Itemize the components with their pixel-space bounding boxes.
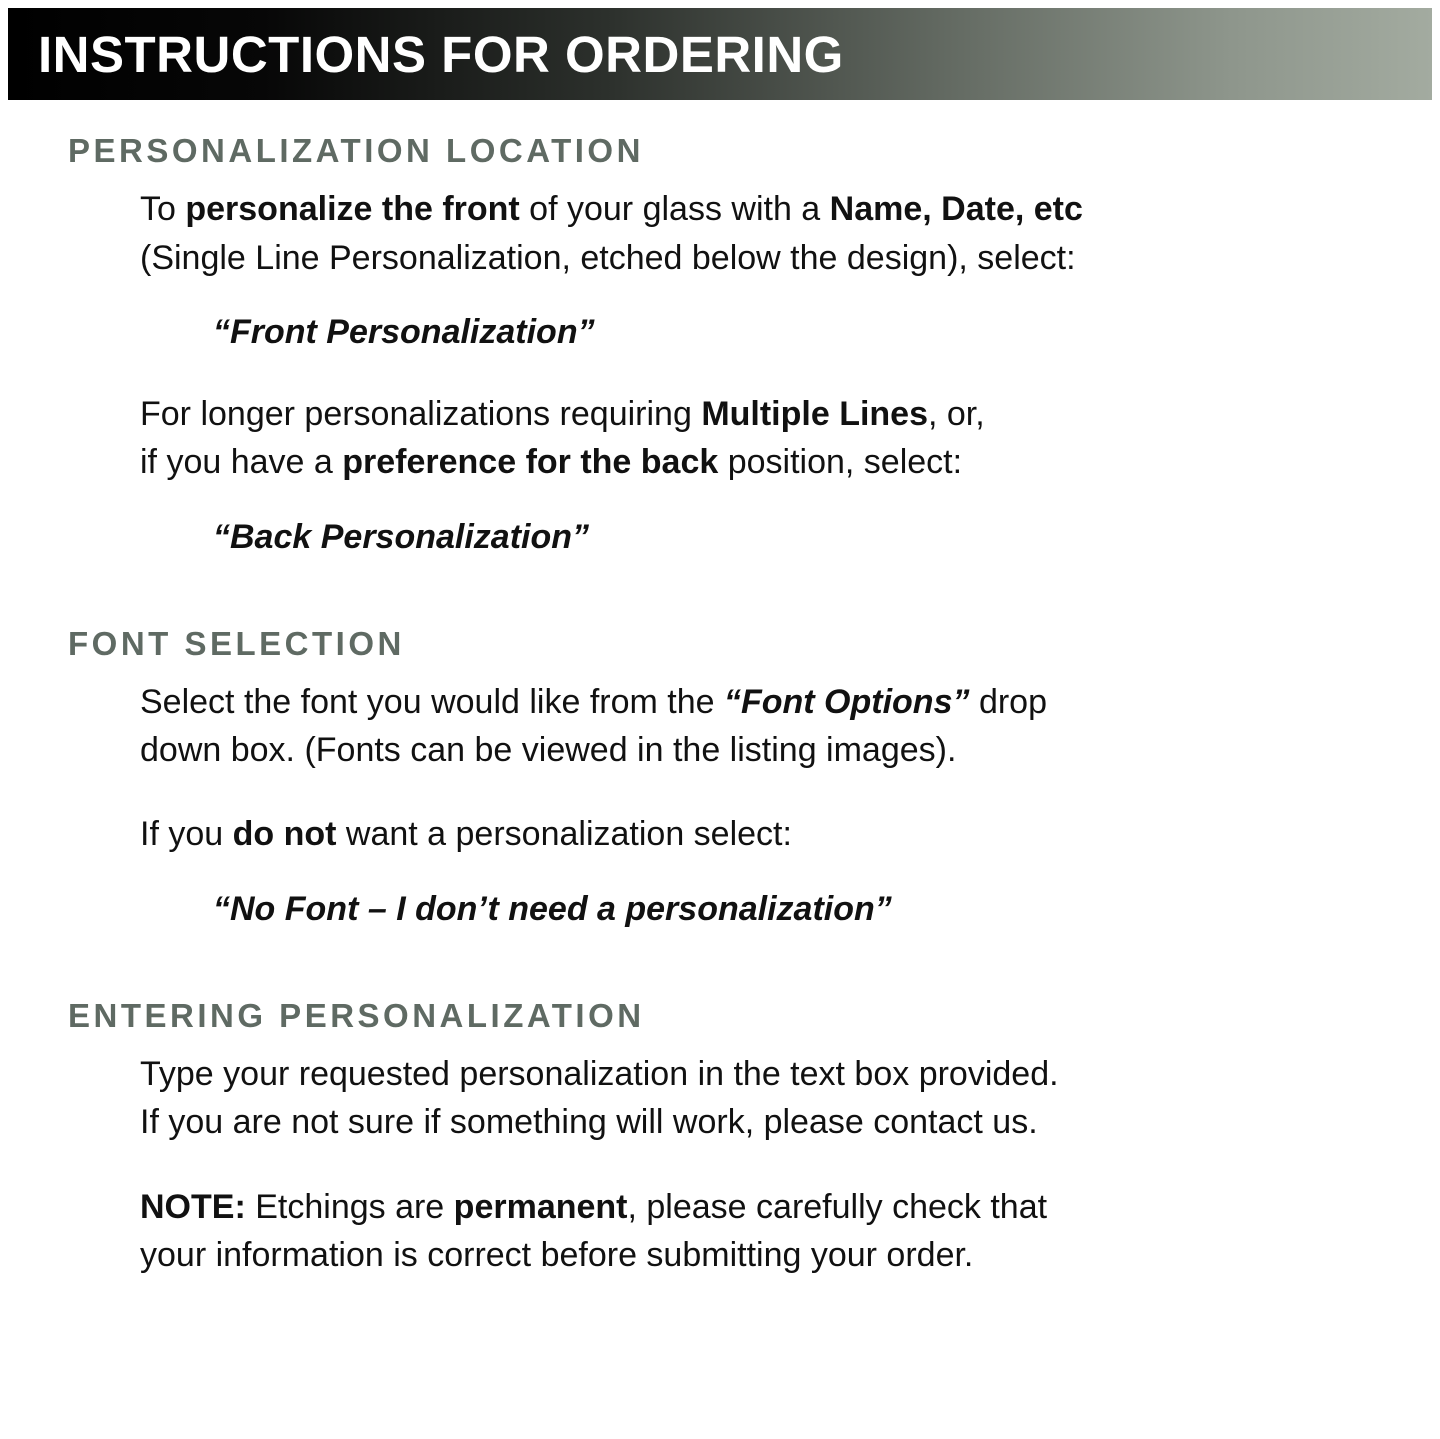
text-fragment: If you	[140, 815, 233, 854]
paragraph-text-box	[140, 1050, 1370, 1147]
section-font-selection	[0, 623, 1440, 931]
text-emphasis: permanent	[453, 1187, 628, 1226]
text-fragment: For longer personalizations requiring	[140, 394, 702, 433]
option-no-font: “No Font – I don’t need a personalization”	[213, 889, 892, 928]
text-fragment: , please carefully check that	[627, 1187, 1048, 1226]
text-emphasis: Multiple Lines	[701, 394, 928, 433]
text-emphasis: do not	[232, 815, 337, 854]
paragraph-front-personalization	[140, 185, 1370, 282]
page-title: INSTRUCTIONS FOR ORDERING	[38, 25, 844, 83]
instructions-content	[0, 130, 1440, 1285]
text-fragment: down box. (Fonts can be viewed in the listing images).	[140, 731, 957, 770]
text-fragment: Type your requested personalization in the text box provided.	[140, 1055, 1059, 1094]
text-fragment: of your glass with a	[519, 190, 830, 229]
text-fragment: To	[140, 190, 186, 229]
paragraph-back-personalization	[140, 390, 1370, 487]
section-spacer	[0, 565, 1440, 623]
text-fragment: want a personalization select:	[336, 815, 792, 854]
text-fragment: your information is correct before submitting your order.	[140, 1235, 974, 1274]
section-heading-entering-personalization: ENTERING PERSONALIZATION	[68, 996, 645, 1034]
section-heading-personalization-location: PERSONALIZATION LOCATION	[68, 132, 644, 169]
section-spacer	[0, 937, 1440, 995]
paragraph-font-options	[140, 678, 1370, 775]
text-fragment: Select the font you would like from the	[140, 682, 724, 721]
option-back-personalization: “Back Personalization”	[213, 517, 590, 556]
section-personalization-location	[0, 130, 1440, 559]
text-emphasis: personalize the front	[185, 190, 520, 229]
section-heading-font-selection: FONT SELECTION	[68, 624, 405, 662]
note-label: NOTE:	[140, 1187, 246, 1226]
text-emphasis: Name, Date, etc	[829, 190, 1083, 229]
section-entering-personalization	[0, 995, 1440, 1279]
text-fragment: drop	[969, 682, 1047, 721]
text-emphasis: “Font Options”	[723, 682, 970, 721]
text-fragment: (Single Line Personalization, etched below the design), select:	[140, 238, 1076, 277]
text-fragment: If you are not sure if something will work, please contact us.	[140, 1103, 1038, 1142]
text-fragment: position, select:	[718, 443, 963, 482]
option-front-personalization: “Front Personalization”	[213, 312, 595, 351]
paragraph-no-personalization	[140, 810, 1370, 858]
text-fragment: Etchings are	[245, 1187, 454, 1226]
paragraph-note	[140, 1183, 1370, 1280]
header-banner	[8, 8, 1432, 100]
text-fragment: , or,	[928, 394, 985, 433]
text-fragment: if you have a	[140, 443, 343, 482]
text-emphasis: preference for the back	[342, 443, 719, 482]
